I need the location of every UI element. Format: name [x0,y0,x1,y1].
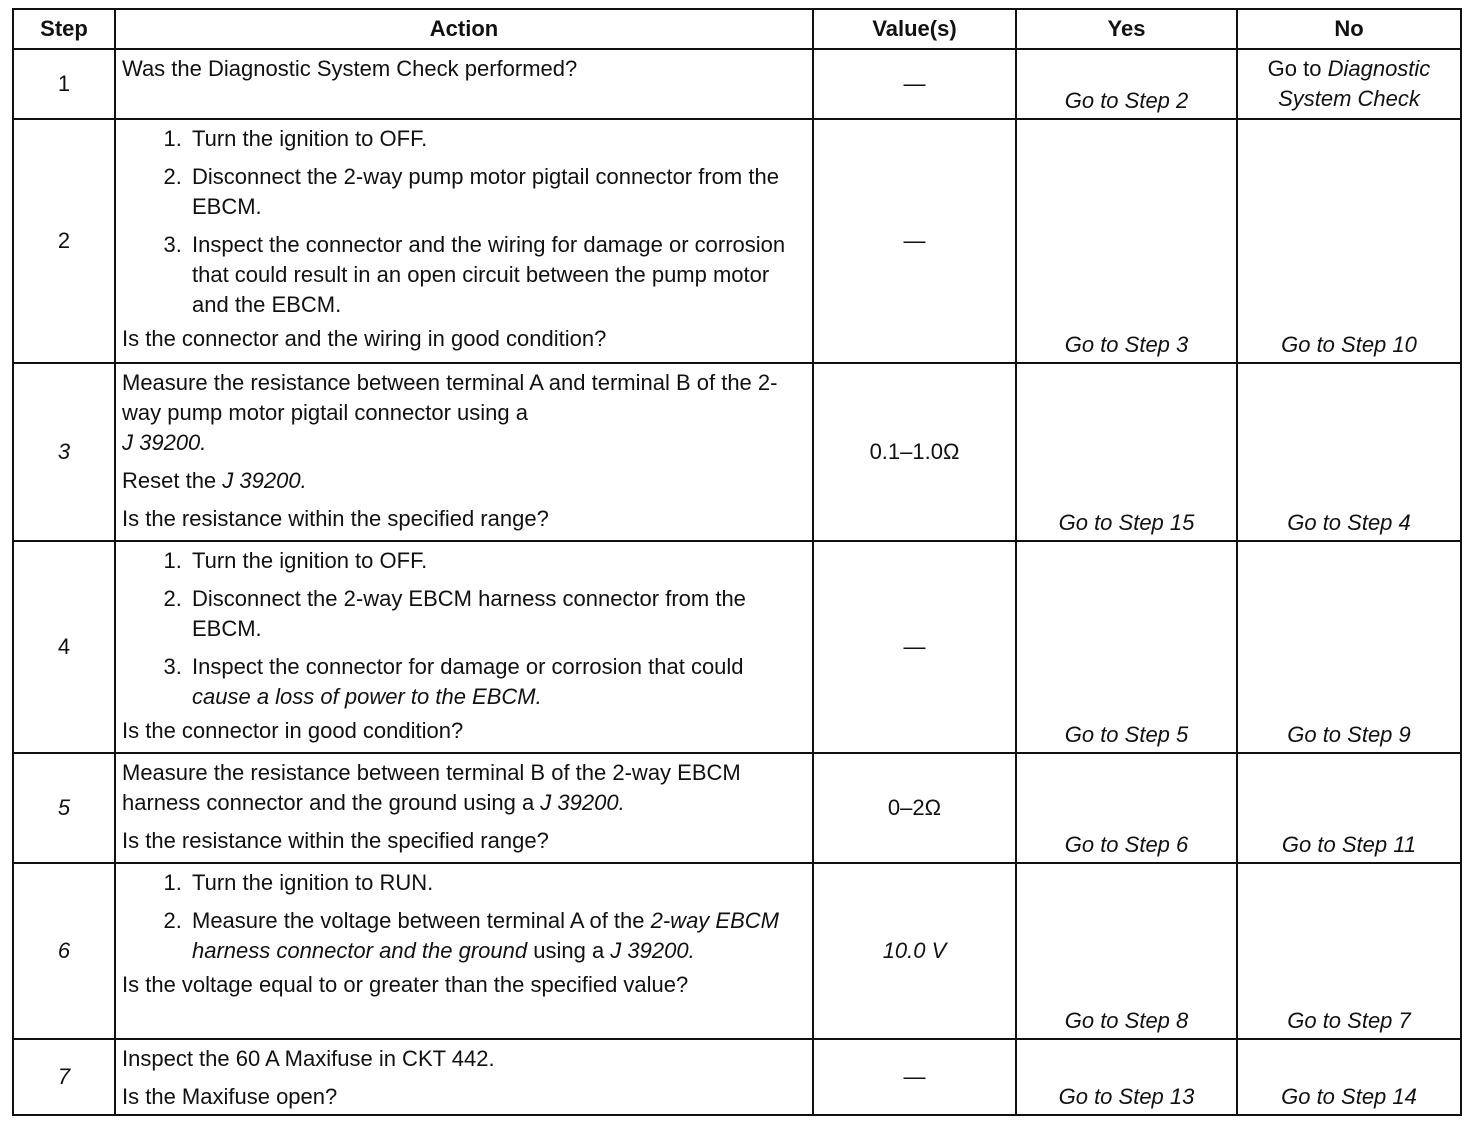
action-cell [115,49,813,119]
no-link-diagnostic-system-check: Diagnostic System Check [1278,56,1431,111]
yes-cell: Go to Step 3 [1016,119,1237,363]
step-number: 4 [13,541,115,753]
list-item: 2. Disconnect the 2-way pump motor pigtail connector from the EBCM. [188,162,806,222]
action-cell [115,363,813,541]
action-paragraph [122,758,806,818]
yes-cell: Go to Step 2 [1016,49,1237,119]
action-steps-list [122,124,806,320]
action-question: Is the Maxifuse open? [122,1084,338,1109]
header-row [13,9,1461,49]
list-item-italic: cause a loss of power to the EBCM. [192,684,542,709]
list-item-text: using a [527,938,611,963]
value-cell: — [813,49,1016,119]
list-item-text: Measure the voltage between terminal A of the [192,908,651,933]
list-item: 1. Turn the ignition to OFF. [188,546,806,576]
table-row-step-5 [13,753,1461,863]
no-cell: Go to Step 4 [1237,363,1461,541]
yes-cell: Go to Step 5 [1016,541,1237,753]
tool-reference: J 39200. [610,938,695,963]
value-cell: — [813,541,1016,753]
tool-reference: J 39200. [222,468,307,493]
table-row-step-4 [13,541,1461,753]
action-paragraph [122,466,806,496]
value-cell: 10.0 V [813,863,1016,1039]
tool-reference: J 39200. [122,430,207,455]
value-cell: — [813,119,1016,363]
list-item-italic: 2-way EBCM harness connector and the ground [192,908,779,963]
no-cell: Go to Step 7 [1237,863,1461,1039]
table-row-step-3 [13,363,1461,541]
step-number: 3 [13,363,115,541]
list-item: 3. Inspect the connector and the wiring for damage or corrosion that could result in an open circuit between the pump motor and the EBCM. [188,230,806,320]
list-item: 2. Disconnect the 2-way EBCM harness connector from the EBCM. [188,584,806,644]
header-step: Step [13,9,115,49]
action-question: Is the connector in good condition? [122,718,464,743]
table-row-step-1 [13,49,1461,119]
action-paragraph: Inspect the 60 A Maxifuse in CKT 442. [122,1046,495,1071]
list-item [188,906,806,966]
list-item: 1. Turn the ignition to RUN. [188,868,806,898]
header-no: No [1237,9,1461,49]
value-cell: 0–2Ω [813,753,1016,863]
no-cell [1237,49,1461,119]
header-values: Value(s) [813,9,1016,49]
action-steps-list [122,546,806,712]
table-row-step-6 [13,863,1461,1039]
table-row-step-7 [13,1039,1461,1115]
action-steps-list [122,868,806,966]
table-row-step-2 [13,119,1461,363]
action-question: Is the resistance within the specified range? [122,506,549,531]
no-prefix: Go to [1267,56,1328,81]
action-question: Is the connector and the wiring in good condition? [122,326,607,351]
action-cell [115,753,813,863]
no-cell: Go to Step 9 [1237,541,1461,753]
yes-cell: Go to Step 8 [1016,863,1237,1039]
action-question: Was the Diagnostic System Check performed? [122,56,578,81]
step-number: 1 [13,49,115,119]
action-text: Reset the [122,468,223,493]
action-question: Is the resistance within the specified range? [122,828,549,853]
action-paragraph [122,368,806,458]
list-item: 1. Turn the ignition to OFF. [188,124,806,154]
action-question: Is the voltage equal to or greater than the specified value? [122,972,689,997]
no-cell: Go to Step 11 [1237,753,1461,863]
step-number: 2 [13,119,115,363]
list-item [188,652,806,712]
list-item-text: Inspect the connector for damage or corrosion that could [192,654,744,679]
no-cell: Go to Step 14 [1237,1039,1461,1115]
header-action: Action [115,9,813,49]
step-number: 6 [13,863,115,1039]
header-yes: Yes [1016,9,1237,49]
action-text: Measure the resistance between terminal A and terminal B of the 2-way pump motor pigtail connector using a [122,370,778,425]
value-cell: 0.1–1.0Ω [813,363,1016,541]
action-cell [115,863,813,1039]
action-text: Measure the resistance between terminal B of the 2-way EBCM harness connector and the ground using a [122,760,741,815]
step-number: 5 [13,753,115,863]
value-cell: — [813,1039,1016,1115]
action-cell [115,1039,813,1115]
action-cell [115,119,813,363]
yes-cell: Go to Step 13 [1016,1039,1237,1115]
no-cell: Go to Step 10 [1237,119,1461,363]
yes-cell: Go to Step 15 [1016,363,1237,541]
diagnostic-table [12,8,1462,1116]
action-cell [115,541,813,753]
step-number: 7 [13,1039,115,1115]
tool-reference: J 39200. [540,790,625,815]
yes-cell: Go to Step 6 [1016,753,1237,863]
